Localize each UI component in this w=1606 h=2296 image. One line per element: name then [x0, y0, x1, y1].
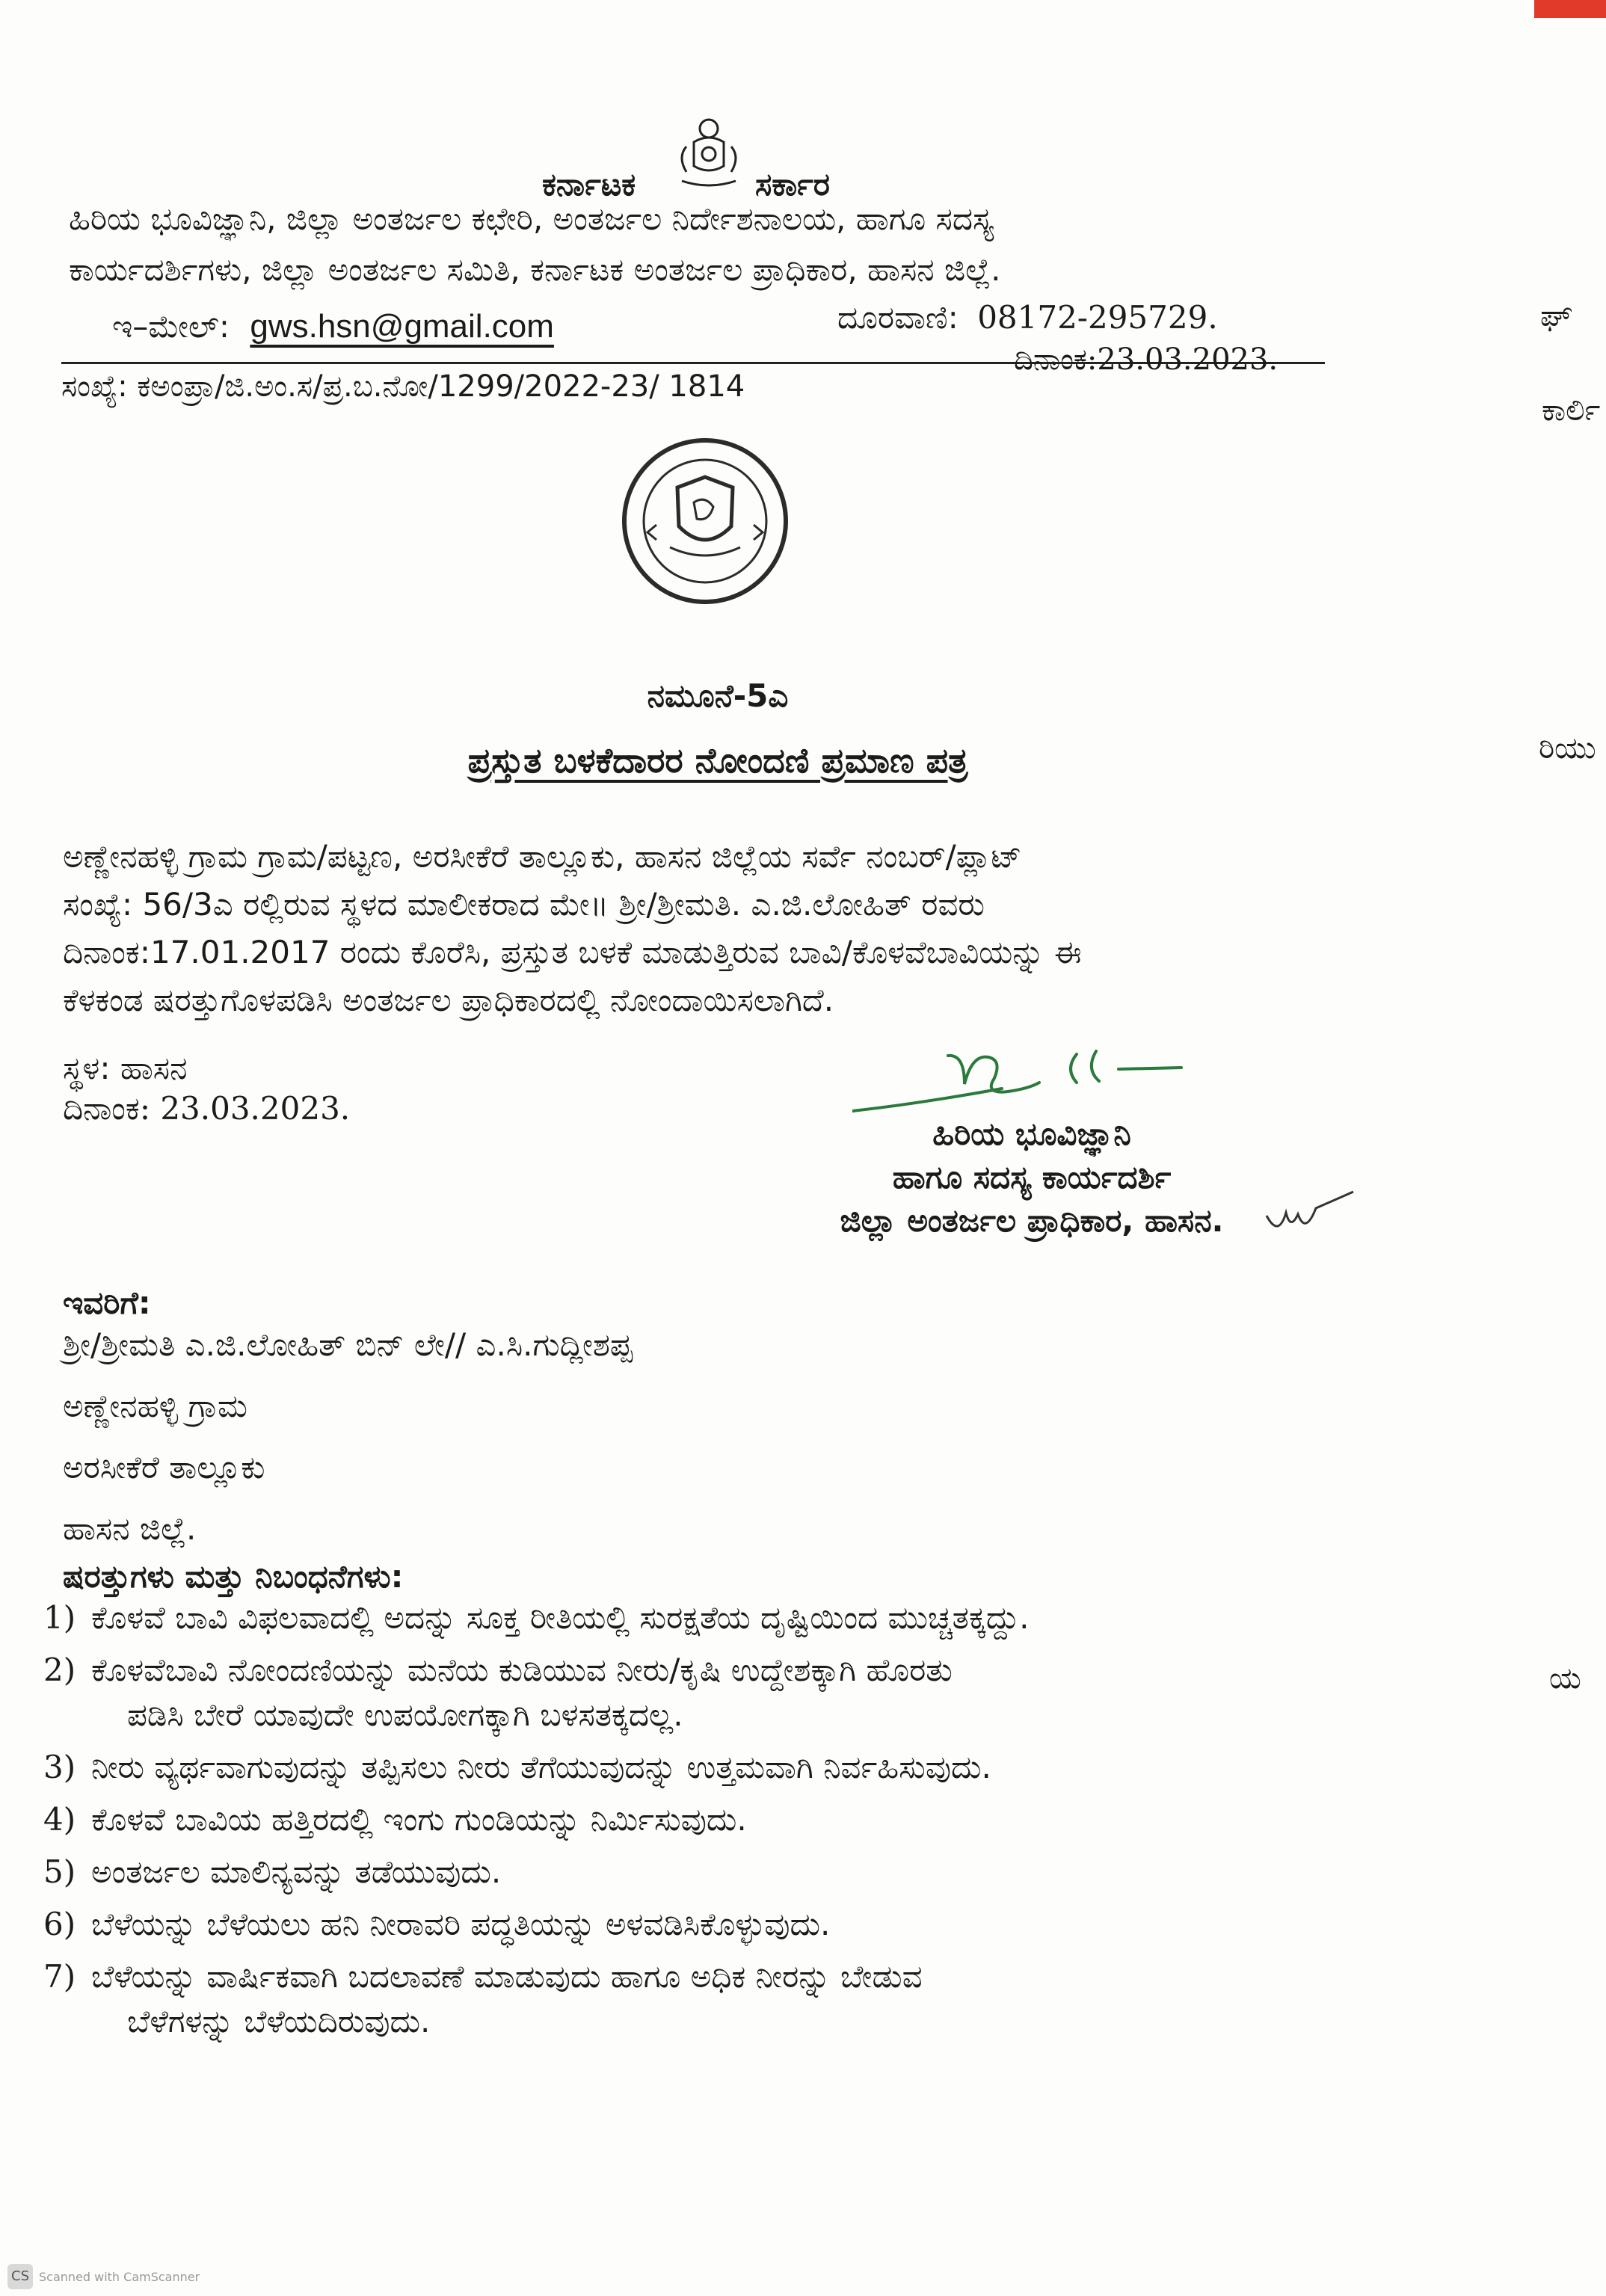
condition-number: 7)	[43, 1958, 76, 1995]
reference-number: ಸಂಖ್ಯೆ: ಕಅಂಪ್ರಾ/ಜಿ.ಅಂ.ಸ/ಪ್ರ.ಬ.ನೋ/1299/2022-23/ 1814	[61, 369, 745, 404]
email-address: gws.hsn@gmail.com	[250, 308, 554, 345]
recipient-taluk: ಅರಸೀಕೆರೆ ತಾಲ್ಲೂಕು	[63, 1449, 265, 1486]
condition-item	[43, 1648, 1329, 1693]
conditions-items	[43, 1595, 1329, 2044]
authority-seal	[619, 435, 791, 607]
email-label: ಇ–ಮೇಲ್:	[112, 308, 230, 345]
initials	[1264, 1186, 1361, 1238]
issue-date: ದಿನಾಂಕ: 23.03.2023.	[63, 1090, 351, 1127]
phone-number: 08172-295729.	[977, 299, 1218, 336]
condition-text: ಕೊಳವೆಬಾವಿ ನೋಂದಣಿಯನ್ನು ಮನೆಯ ಕುಡಿಯುವ ನೀರು/ಕೃಷಿ ಉದ್ದೇಶಕ್ಕಾಗಿ ಹೊರತು	[91, 1652, 953, 1688]
camscanner-logo-text: CS	[11, 2268, 29, 2284]
header-karnataka: ಕರ್ನಾಟಕ	[542, 166, 636, 203]
signatory-line-3: ಜಿಲ್ಲಾ ಅಂತರ್ಜಲ ಪ್ರಾಧಿಕಾರ, ಹಾಸನ.	[840, 1202, 1224, 1239]
condition-text: ನೀರು ವ್ಯರ್ಥವಾಗುವುದನ್ನು ತಪ್ಪಿಸಲು ನೀರು ತೆಗೆಯುವುದನ್ನು ಉತ್ತಮವಾಗಿ ನಿರ್ವಹಿಸುವುದು.	[91, 1749, 991, 1785]
recipient-address	[63, 1314, 633, 1560]
emblem-icon	[664, 112, 754, 194]
signatory-line-1: ಹಿರಿಯ ಭೂವಿಜ್ಞಾನಿ	[932, 1115, 1131, 1152]
condition-item	[43, 1595, 1329, 1640]
header-sarkara: ಸರ್ಕಾರ	[755, 166, 831, 203]
condition-number: 4)	[43, 1801, 76, 1838]
condition-number: 1)	[43, 1599, 76, 1636]
recipient-label: ಇವರಿಗೆ:	[63, 1284, 151, 1321]
body-line-4: ಕೆಳಕಂಡ ಷರತ್ತುಗೊಳಪಡಿಸಿ ಅಂತರ್ಜಲ ಪ್ರಾಧಿಕಾರದಲ್ಲಿ ನೋಂದಾಯಿಸಲಾಗಿದೆ.	[63, 982, 834, 1018]
condition-continuation: ಪಡಿಸಿ ಬೇರೆ ಯಾವುದೇ ಉಪಯೋಗಕ್ಕಾಗಿ ಬಳಸತಕ್ಕದಲ್ಲ.	[127, 1696, 683, 1733]
header-date: ದಿನಾಂಕ:23.03.2023.	[1014, 342, 1279, 377]
condition-text: ಕೊಳವೆ ಬಾವಿಯ ಹತ್ತಿರದಲ್ಲಿ ಇಂಗು ಗುಂಡಿಯನ್ನು ನಿರ್ಮಿಸುವುದು.	[91, 1801, 747, 1838]
camscanner-text: Scanned with CamScanner	[39, 2270, 200, 2284]
conditions-list	[43, 1595, 1329, 2052]
condition-item	[43, 1902, 1329, 1947]
condition-item	[43, 1797, 1329, 1842]
recipient-district: ಹಾಸನ ಜಿಲ್ಲೆ.	[63, 1510, 197, 1547]
signatory-block	[793, 1112, 1271, 1243]
condition-item	[43, 1850, 1329, 1895]
certificate-title: ಪ್ರಸ್ತುತ ಬಳಕೆದಾರರ ನೋಂದಣಿ ಪ್ರಮಾಣ ಪತ್ರ	[467, 740, 968, 781]
camscanner-badge	[7, 2264, 33, 2289]
condition-continuation: ಬೆಳೆಗಳನ್ನು ಬೆಳೆಯದಿರುವುದು.	[127, 2003, 431, 2040]
header-org-line1: ಹಿರಿಯ ಭೂವಿಜ್ಞಾನಿ, ಜಿಲ್ಲಾ ಅಂತರ್ಜಲ ಕಛೇರಿ, ಅಂತರ್ಜಲ ನಿರ್ದೇಶನಾಲಯ, ಹಾಗೂ ಸದಸ್ಯ	[69, 200, 994, 237]
condition-text: ಅಂತರ್ಜಲ ಮಾಲಿನ್ಯವನ್ನು ತಡೆಯುವುದು.	[91, 1853, 502, 1890]
condition-number: 2)	[43, 1652, 76, 1688]
email-block	[112, 308, 554, 345]
condition-number: 5)	[43, 1853, 76, 1890]
header-org-line2: ಕಾರ್ಯದರ್ಶಿಗಳು, ಜಿಲ್ಲಾ ಅಂತರ್ಜಲ ಸಮಿತಿ, ಕರ್ನಾಟಕ ಅಂತರ್ಜಲ ಪ್ರಾಧಿಕಾರ, ಹಾಸನ ಜಿಲ್ಲೆ.	[69, 251, 1001, 288]
condition-number: 3)	[43, 1749, 76, 1785]
margin-fragment-2: ಕಾರ್ಲಿ	[1542, 393, 1601, 428]
form-number: ನಮೂನೆ-5ಎ	[647, 677, 789, 714]
header-org	[69, 200, 1265, 289]
body-line-1: ಅಣ್ಣೇನಹಳ್ಳಿ ಗ್ರಾಮ ಗ್ರಾಮ/ಪಟ್ಟಣ, ಅರಸೀಕೆರೆ ತಾಲ್ಲೂಕು, ಹಾಸನ ಜಿಲ್ಲೆಯ ಸರ್ವೆ ನಂಬರ್/ಪ್ಲಾಟ್	[63, 838, 1022, 875]
margin-fragment-4: ಯ	[1549, 1661, 1581, 1696]
phone-block	[837, 299, 1218, 336]
body-paragraph	[63, 833, 1081, 1024]
recipient-village: ಅಣ್ಣೇನಹಳ್ಳಿ ಗ್ರಾಮ	[63, 1388, 247, 1424]
body-line-2: ಸಂಖ್ಯೆ: 56/3ಎ ರಲ್ಲಿರುವ ಸ್ಥಳದ ಮಾಲೀಕರಾದ ಮೇ॥ ಶ್ರೀ/ಶ್ರೀಮತಿ. ಎ.ಜಿ.ಲೋಹಿತ್ ರವರು	[63, 886, 985, 923]
recipient-name: ಶ್ರೀ/ಶ್ರೀಮತಿ ಎ.ಜಿ.ಲೋಹಿತ್ ಬಿನ್ ಲೇ// ಎ.ಸಿ.ಗುದ್ಲೀಶಪ್ಪ	[63, 1326, 633, 1363]
phone-label: ದೂರವಾಣಿ:	[837, 299, 959, 336]
place: ಸ್ಥಳ: ಹಾಸನ	[63, 1050, 188, 1086]
condition-number: 6)	[43, 1906, 76, 1942]
conditions-heading: ಷರತ್ತುಗಳು ಮತ್ತು ನಿಬಂಧನೆಗಳು:	[63, 1558, 404, 1595]
red-mark	[1534, 0, 1606, 18]
condition-item	[43, 1745, 1329, 1790]
condition-text: ಬೆಳೆಯನ್ನು ಬೆಳೆಯಲು ಹನಿ ನೀರಾವರಿ ಪದ್ಧತಿಯನ್ನು ಅಳವಡಿಸಿಕೊಳ್ಳುವುದು.	[91, 1906, 831, 1942]
condition-item	[43, 1954, 1329, 1999]
margin-fragment-3: ರಿಯು	[1539, 731, 1596, 766]
condition-text: ಕೊಳವೆ ಬಾವಿ ವಿಫಲವಾದಲ್ಲಿ ಅದನ್ನು ಸೂಕ್ತ ರೀತಿಯಲ್ಲಿ ಸುರಕ್ಷತೆಯ ದೃಷ್ಟಿಯಿಂದ ಮುಚ್ಚತಕ್ಕದ್ದು.	[91, 1599, 1030, 1636]
condition-text: ಬೆಳೆಯನ್ನು ವಾರ್ಷಿಕವಾಗಿ ಬದಲಾವಣೆ ಮಾಡುವುದು ಹಾಗೂ ಅಧಿಕ ನೀರನ್ನು ಬೇಡುವ	[91, 1958, 923, 1995]
margin-fragment-1: ಘ್	[1540, 299, 1572, 333]
body-line-3: ದಿನಾಂಕ:17.01.2017 ರಂದು ಕೊರೆಸಿ, ಪ್ರಸ್ತುತ ಬಳಕೆ ಮಾಡುತ್ತಿರುವ ಬಾವಿ/ಕೊಳವೆಬಾವಿಯನ್ನು ಈ	[63, 934, 1082, 970]
signatory-line-2: ಹಾಗೂ ಸದಸ್ಯ ಕಾರ್ಯದರ್ಶಿ	[892, 1159, 1172, 1195]
